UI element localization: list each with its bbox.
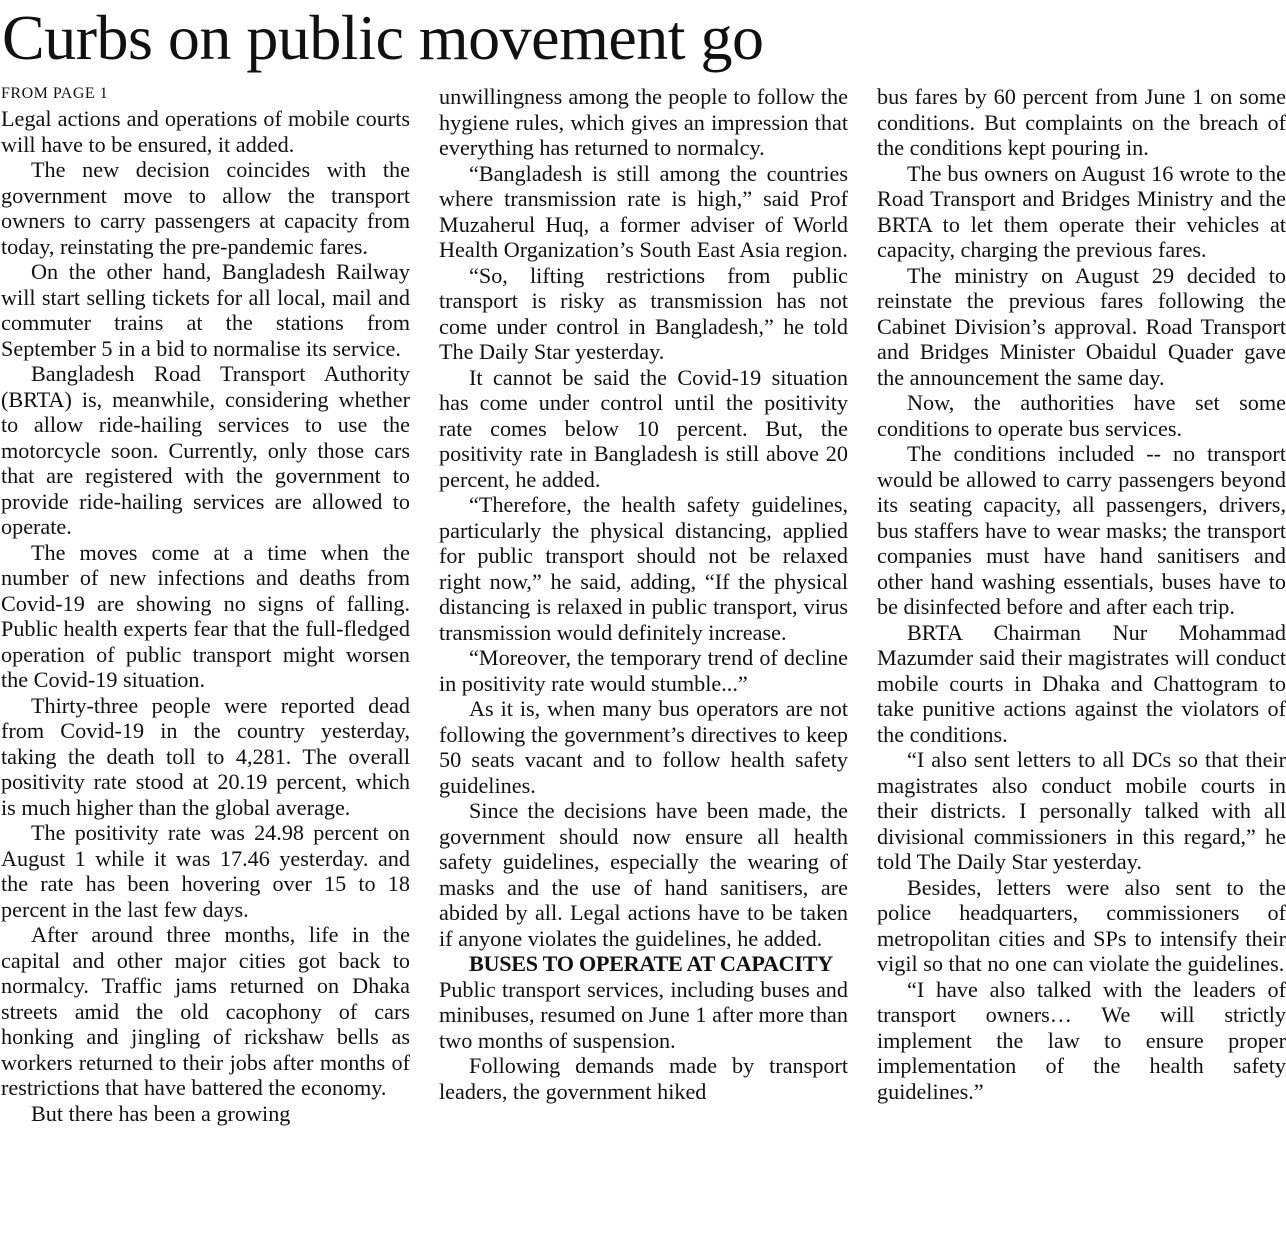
paragraph: bus fares by 60 percent from June 1 on some conditions. But complaints on the breach of the conditions kept pouring in. — [877, 84, 1286, 160]
continuation-kicker: FROM PAGE 1 — [1, 85, 109, 102]
paragraph: Legal actions and operations of mobile courts will have to be ensured, it added. — [1, 106, 410, 157]
paragraph: The moves come at a time when the number of new infections and deaths from Covid-19 are showing no signs of falling. Public health experts fear that the full-fledged operation of public transport might worsen the Covid-19 situation. — [1, 539, 410, 692]
paragraph: The bus owners on August 16 wrote to the Road Transport and Bridges Ministry and the BRTA to let them operate their vehicles at capacity, charging the previous fares. — [877, 160, 1286, 262]
paragraph: The new decision coincides with the government move to allow the transport owners to carry passengers at capacity from today, reinstating the pre-pandemic fares. — [1, 157, 410, 259]
paragraph: On the other hand, Bangladesh Railway will start selling tickets for all local, mail and commuter trains at the stations from September 5 in a bid to normalise its service. — [1, 259, 410, 361]
paragraph: “Bangladesh is still among the countries where transmission rate is high,” said Prof Muzaherul Huq, a former adviser of World Health Organization’s South East Asia region. — [439, 160, 848, 262]
subheading: BUSES TO OPERATE AT CAPACITY — [469, 951, 833, 976]
paragraph: “Therefore, the health safety guidelines, particularly the physical distancing, applied for public transport should not be relaxed right now,” he said, adding, “If the physical distancing is relaxed in public transport, virus transmission would definitely increase. — [439, 492, 848, 645]
paragraph: Public transport services, including buses and minibuses, resumed on June 1 after more than two months of suspension. — [439, 976, 848, 1053]
paragraph: The positivity rate was 24.98 percent on August 1 while it was 17.46 yesterday. and the rate has been hovering over 15 to 18 percent in the last few days. — [1, 820, 410, 922]
column-3 — [877, 84, 1286, 1234]
column-1 — [1, 84, 410, 1234]
paragraph: Following demands made by transport leaders, the government hiked — [439, 1053, 848, 1104]
paragraph: Thirty-three people were reported dead from Covid-19 in the country yesterday, taking the death toll to 4,281. The overall positivity rate stood at 20.19 percent, which is much higher than the global average. — [1, 692, 410, 820]
paragraph: “I also sent letters to all DCs so that their magistrates also conduct mobile courts in their districts. I personally talked with all divisional commissioners in this regard,” he told The Daily Star yesterday. — [877, 747, 1286, 874]
paragraph: Since the decisions have been made, the government should now ensure all health safety guidelines, especially the wearing of masks and the use of hand sanitisers, are abided by all. Legal actions have to be taken if anyone violates the guidelines, he added. — [439, 798, 848, 951]
paragraph: “So, lifting restrictions from public transport is risky as transmission has not come under control in Bangladesh,” he told The Daily Star yesterday. — [439, 262, 848, 364]
paragraph: The conditions included -- no transport would be allowed to carry passengers beyond its seating capacity, all passengers, drivers, bus staffers have to wear masks; the transport companies must have hand sanitisers and other hand washing essentials, buses have to be disinfected before and after each trip. — [877, 441, 1286, 619]
paragraph: “Moreover, the temporary trend of decline in positivity rate would stumble...” — [439, 645, 848, 696]
paragraph: But there has been a growing — [31, 1100, 291, 1126]
paragraph: Now, the authorities have set some conditions to operate bus services. — [877, 390, 1286, 441]
headline: Curbs on public movement go — [2, 2, 764, 73]
paragraph: The ministry on August 29 decided to reinstate the previous fares following the Cabinet Division’s approval. Road Transport and Bridges Minister Obaidul Quader gave the announcement the same day. — [877, 262, 1286, 390]
paragraph: BRTA Chairman Nur Mohammad Mazumder said their magistrates will conduct mobile courts in Dhaka and Chattogram to take punitive actions against the violators of the conditions. — [877, 619, 1286, 747]
paragraph: It cannot be said the Covid-19 situation has come under control until the positivity rate comes below 10 percent. But, the positivity rate in Bangladesh is still above 20 percent, he added. — [439, 364, 848, 492]
paragraph: As it is, when many bus operators are not following the government’s directives to keep 50 seats vacant and to follow health safety guidelines. — [439, 696, 848, 798]
paragraph: unwillingness among the people to follow the hygiene rules, which gives an impression that everything has returned to normalcy. — [439, 84, 848, 160]
column-2 — [439, 84, 848, 1234]
paragraph: After around three months, life in the capital and other major cities got back to normalcy. Traffic jams returned on Dhaka streets amid the old cacophony of cars honking and jingling of rickshaw bells as workers returned to their jobs after months of restrictions that have battered the economy. — [1, 922, 410, 1100]
paragraph: Bangladesh Road Transport Authority (BRTA) is, meanwhile, considering whether to allow ride-hailing services to use the motorcycle soon. Currently, only those cars that are registered with the government to provide ride-hailing services are allowed to operate. — [1, 361, 410, 539]
article-body — [0, 84, 1286, 1234]
paragraph: Besides, letters were also sent to the police headquarters, commissioners of metropolitan cities and SPs to intensify their vigil so that no one can violate the guidelines. — [877, 874, 1286, 976]
paragraph: “I have also talked with the leaders of transport owners… We will strictly implement the law to ensure proper implementation of the health safety guidelines.” — [877, 976, 1286, 1104]
